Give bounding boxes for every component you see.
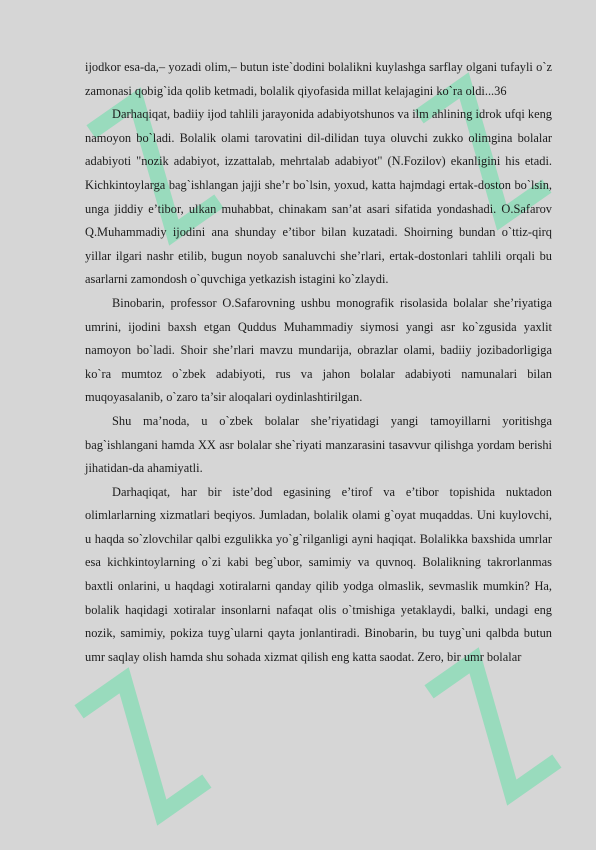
document-body bbox=[85, 56, 552, 669]
paragraph-5: Darhaqiqat, har bir iste’dod egasining e’tirof va e’tibor topishida nuktadon olimlarlarning xizmatlari beqiyos. Jumladan, bolalik olami g`oyat muqaddas. Uni kuylovchi, u haqda so`zlovchilar qalbi ezgulikka yo`g`rilganligi ayni haqiqat. Bolalikka baxshida umrlar esa kichkintoylarning o`zi kabi beg`ubor, samimiy va quvnoq. Bolalikning takrorlanmas baxtli onlarini, u haqdagi xotiralarni qanday qilib yodga olmaslik, sevmaslik mumkin? Ha, bolalik haqidagi xotiralar insonlarni nafaqat olis o`tmishiga yetaklaydi, balki, undagi eng nozik, samimiy, pokiza tuyg`ularni qayta jonlantiradi. Binobarin, bu tuyg`uni qalbda butun umr saqlay olish hamda shu sohada xizmat qilish eng katta saodat. Zero, bir umr bolalar bbox=[85, 484, 552, 664]
paragraph-4: Shu ma’noda, u o`zbek bolalar she’riyatidagi yangi tamoyillarni yoritishga bag`ishlangani hamda XX asr bolalar she`riyati manzarasini tasavvur qilishga yordam berishi jihatidan-da ahamiyatli. bbox=[85, 413, 552, 476]
paragraph-2: Darhaqiqat, badiiy ijod tahlili jarayonida adabiyotshunos va ilm ahlining idrok ufqi keng namoyon bo`ladi. Bolalik olami tarovatini dil-dilidan tuya oluvchi zukko olimgina bolalar adabiyoti "nozik adabiyot, izzattalab, mehrtalab adabiyot" (N.Fozilov) ekanligini his etadi. Kichkintoylarga bag`ishlangan jajji she’r bo`lsin, yoxud, katta hajmdagi ertak-doston bo`lsin, unga jiddiy e’tibor, ulkan muhabbat, chinakam san’at asari sifatida yondashadi. O.Safarov Q.Muhammadiy ijodini ana shunday e’tibor bilan kuzatadi. Shoirning bundan o`ttiz-qirq yillar ilgari nashr etilib, bugun noyob sanaluvchi she’rlari, ertak-dostonlari tahlili orqali bu asarlarni zamondosh o`quvchiga yetkazish istagini ko`zlaydi. bbox=[85, 107, 552, 287]
paragraph-3: Binobarin, professor O.Safarovning ushbu monografik risolasida bolalar she’riyatiga umrini, ijodini baxsh etgan Quddus Muhammadiy siymosi yangi asr ko`zgusida yaxlit namoyon bo`ladi. Shoir she’rlari mavzu mundarija, obrazlar olami, badiiy jozibadorligiga ko`ra mumtoz o`zbek adabiyoti, rus va jahon bolalar adabiyoti namunalari bilan muqoyasalanib, o`zaro ta’sir aloqalari oydinlashtirilgan. bbox=[85, 295, 552, 405]
watermark-stamp-bottom-left bbox=[70, 640, 220, 850]
paragraph-1: ijodkor esa-da,– yozadi olim,– butun iste`dodini bolalikni kuylashga sarflay olgani tufayli o`z zamonasi qobig`ida qolib ketmadi, bolalik qiyofasida millat kelajagini ko`ra oldi...36 bbox=[85, 60, 552, 98]
